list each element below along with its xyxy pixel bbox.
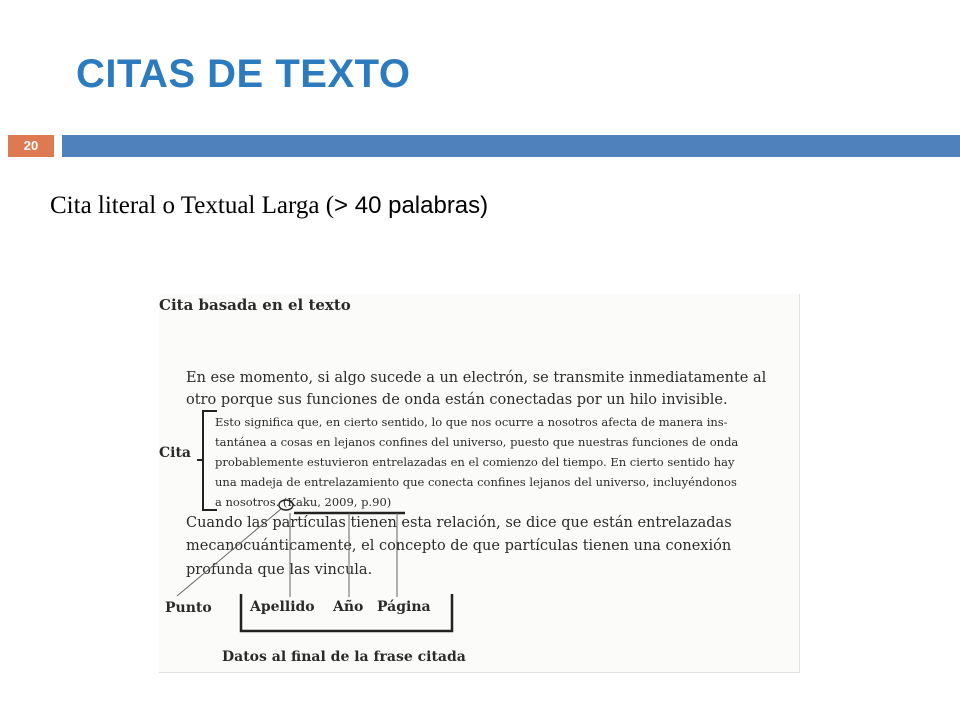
label-apellido: Apellido [250, 599, 315, 615]
quote-line: probablemente estuvieron entrelazadas en el comienzo del tiempo. En cierto sentido hay [215, 455, 735, 469]
after-quote-line: Cuando las partículas tienen esta relación, se dice que están entrelazadas [186, 515, 732, 531]
quote-line: tantánea a cosas en lejanos confines del universo, puesto que nuestras funciones de onda [215, 435, 739, 449]
quote-line: una madeja de entrelazamiento que conecta confines lejanos del universo, incluyéndonos [215, 475, 737, 489]
intro-line: otro porque sus funciones de onda están conectadas por un hilo invisible. [186, 392, 728, 408]
cita-bracket [203, 411, 217, 510]
punto-circle [279, 500, 293, 510]
citation-example-figure [159, 294, 800, 673]
punto-pointer [177, 509, 281, 596]
label-cita: Cita [159, 445, 191, 461]
slide-subtitle [50, 192, 488, 220]
label-pagina: Página [377, 599, 431, 615]
label-datos: Datos al final de la frase citada [222, 649, 466, 665]
after-quote-line: mecanocuánticamente, el concepto de que partículas tienen una conexión [186, 538, 732, 554]
figure-heading: Cita basada en el texto [159, 296, 351, 314]
after-quote-line: profunda que las vincula. [186, 562, 373, 578]
intro-line: En ese momento, si algo sucede a un electrón, se transmite inmediatamente al [186, 370, 767, 386]
annotation-lines [159, 294, 799, 672]
label-punto: Punto [165, 600, 212, 616]
label-anio: Año [333, 599, 364, 615]
quote-line: a nosotros. (Kaku, 2009, p.90) [215, 495, 392, 509]
datos-bracket [241, 594, 452, 631]
header-bar [62, 135, 960, 157]
subtitle-sans-part: > 40 palabras) [334, 192, 489, 219]
slide-number: 20 [8, 135, 54, 157]
slide-title: CITAS DE TEXTO [76, 52, 411, 96]
subtitle-serif-part: Cita literal o Textual Larga ( [50, 192, 335, 219]
quote-line: Esto significa que, en cierto sentido, lo que nos ocurre a nosotros afecta de manera ins- [215, 415, 728, 429]
